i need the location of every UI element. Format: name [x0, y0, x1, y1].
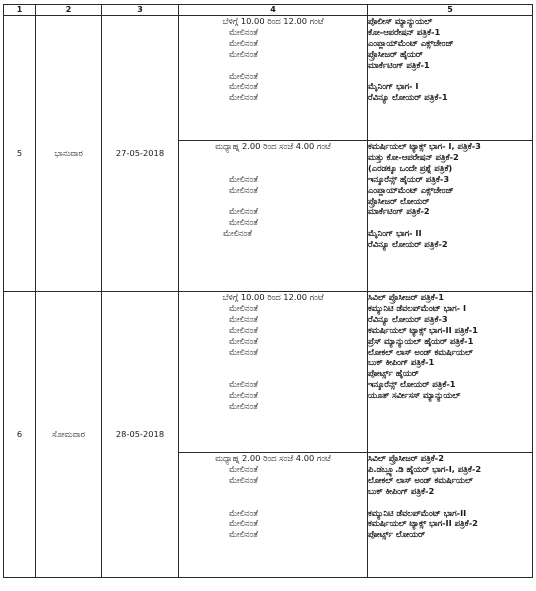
- paper-item: ಮಾರ್ಕೆಟಿಂಗ್ ಪತ್ರಿಕೆ-1: [368, 59, 430, 70]
- header-cell-serial: 1: [4, 5, 36, 16]
- paper-item: ಪೊಲೀಸ್ ಮ್ಯಾನ್ಯುಯಲ್: [368, 16, 433, 26]
- paper-item: ಯೂತ್ ಸರ್ವೀಸಸ್ ಮ್ಯಾನ್ಯುಯಲ್: [368, 390, 461, 401]
- session-time-cell: [179, 141, 368, 292]
- paper-item: ಎಂಪ್ಲಾಯ್‌ಮೆಂಟ್ ಎಕ್ಸ್‌ಚೇಂಜ್: [368, 184, 454, 195]
- same-as-above: ಮೇಲಿನಂತೆ: [229, 217, 258, 228]
- session-time: ಮಧ್ಯಾಹ್ನ 2.00 ರಿಂದ ಸಂಜೆ 4.00 ಗಂಟೆ: [215, 453, 331, 463]
- paper-item: ಎಂಪ್ಲಾಯ್‌ಮೆಂಟ್ ಎಕ್ಸ್‌ಚೇಂಜ್: [368, 37, 454, 48]
- same-as-above: ಮೇಲಿನಂತೆ: [229, 173, 258, 184]
- paper-item: ಪಿ.ಡಬ್ಲ್ಯೂ.ಡಿ ಹೈಯರ್ ಭಾಗ-I, ಪತ್ರಿಕೆ-2: [368, 463, 482, 474]
- same-as-above: ಮೇಲಿನಂತೆ: [229, 302, 258, 313]
- header-cell-date: 3: [102, 5, 179, 16]
- session-time: ಬೆಳಿಗ್ಗೆ 10.00 ರಿಂದ 12.00 ಗಂಟೆ: [222, 292, 324, 302]
- header-row: [4, 5, 533, 16]
- paper-item: ಪೋರ್ಟ್ಸ್ ಹೈಯರ್: [368, 368, 419, 379]
- paper-item: ಕೋ-ಆಪರೇಷನ್ ಪತ್ರಿಕೆ-1: [368, 26, 441, 37]
- same-as-above: ಮೇಲಿನಂತೆ: [229, 507, 258, 518]
- paper-item: ಸಿವಿಲ್ ಪ್ರೊಸೀಜರ್ ಪತ್ರಿಕೆ-2: [368, 453, 445, 463]
- paper-item: ಕಮ್ಯುನಿಟಿ ಡೆವಲಪ್‌ಮೆಂಟ್ ಭಾಗ-II: [368, 507, 467, 518]
- session-time-cell: [179, 292, 368, 453]
- paper-item: ಲೋಕಲ್ ಲಾಸ್ ಅಂಡ್ ಕಮರ್ಷಿಯಲ್: [368, 474, 473, 485]
- same-as-above: ಮೇಲಿನಂತೆ: [229, 70, 258, 81]
- same-as-above: ಮೇಲಿನಂತೆ: [229, 401, 258, 412]
- paper-item: (ಎರಡಕ್ಕೂ ಒಂದೇ ಪ್ರಶ್ನೆ ಪತ್ರಿಕೆ): [368, 162, 453, 173]
- papers-cell: [368, 141, 533, 292]
- paper-item: ರೆವಿನ್ಯೂ ಲೋಯರ್ ಪತ್ರಿಕೆ-2: [368, 239, 448, 250]
- serial-number: 5: [4, 16, 36, 292]
- same-as-above: ಮೇಲಿನಂತೆ: [229, 48, 258, 59]
- paper-item: ಮೈನಿಂಗ್ ಭಾಗ- II: [368, 228, 422, 239]
- paper-item: ಸಿವಿಲ್ ಪ್ರೊಸೀಜರ್ ಪತ್ರಿಕೆ-1: [368, 292, 445, 302]
- paper-item: ಕಮರ್ಷಿಯಲ್ ಟ್ಯಾಕ್ಸ್ ಭಾಗ-II ಪತ್ರಿಕೆ-1: [368, 324, 478, 335]
- papers-cell: [368, 16, 533, 141]
- paper-item: ಕಮರ್ಷಿಯಲ್ ಟ್ಯಾಕ್ಸ್ ಭಾಗ- I, ಪತ್ರಿಕೆ-3: [368, 141, 481, 151]
- exam-date: 27-05-2018: [102, 16, 179, 292]
- header-cell-papers: 5: [368, 5, 533, 16]
- same-as-above: ಮೇಲಿನಂತೆ: [223, 228, 252, 239]
- same-as-above: ಮೇಲಿನಂತೆ: [229, 390, 258, 401]
- same-as-above: ಮೇಲಿನಂತೆ: [229, 37, 258, 48]
- paper-item: ಇನ್ಶೂರೆನ್ಸ್ ಹೈಯರ್ ಪತ್ರಿಕೆ-3: [368, 173, 450, 184]
- schedule-row: [4, 292, 533, 453]
- paper-item: ಬುಕ್ ಕೀಪಿಂಗ್ ಪತ್ರಿಕೆ-1: [368, 357, 435, 368]
- paper-item: ಮೈನಿಂಗ್ ಭಾಗ- I: [368, 81, 419, 92]
- paper-item: ಲೋಕಲ್ ಲಾಸ್ ಅಂಡ್ ಕಮರ್ಷಿಯಲ್: [368, 346, 473, 357]
- schedule-row: [4, 16, 533, 141]
- same-as-above: ಮೇಲಿನಂತೆ: [229, 206, 258, 217]
- same-as-above: ಮೇಲಿನಂತೆ: [229, 529, 258, 540]
- paper-item: ರೆವಿನ್ಯೂ ಲೋಯರ್ ಪತ್ರಿಕೆ-3: [368, 313, 448, 324]
- same-as-above: ಮೇಲಿನಂತೆ: [229, 92, 258, 103]
- same-as-above: ಮೇಲಿನಂತೆ: [229, 379, 258, 390]
- session-time-cell: [179, 453, 368, 578]
- header-cell-day: 2: [36, 5, 102, 16]
- day-name: ಸೋಮವಾರ: [36, 292, 102, 578]
- paper-item: ಕಮರ್ಷಿಯಲ್ ಟ್ಯಾಕ್ಸ್ ಭಾಗ-II ಪತ್ರಿಕೆ-2: [368, 518, 478, 529]
- header-cell-time: 4: [179, 5, 368, 16]
- exam-date: 28-05-2018: [102, 292, 179, 578]
- paper-item: ಪ್ರೆಸ್ ಮ್ಯಾನ್ಯುಯಲ್ ಹೈಯರ್ ಪತ್ರಿಕೆ-1: [368, 335, 474, 346]
- same-as-above: ಮೇಲಿನಂತೆ: [229, 81, 258, 92]
- same-as-above: ಮೇಲಿನಂತೆ: [229, 324, 258, 335]
- paper-item: ಮತ್ತು ಕೋ-ಆಪರೇಷನ್ ಪತ್ರಿಕೆ-2: [368, 151, 459, 162]
- same-as-above: ಮೇಲಿನಂತೆ: [229, 518, 258, 529]
- day-name: ಭಾನುವಾರ: [36, 16, 102, 292]
- same-as-above: ಮೇಲಿನಂತೆ: [229, 184, 258, 195]
- same-as-above: ಮೇಲಿನಂತೆ: [229, 346, 258, 357]
- same-as-above: ಮೇಲಿನಂತೆ: [229, 313, 258, 324]
- same-as-above: ಮೇಲಿನಂತೆ: [229, 463, 258, 474]
- session-time-cell: [179, 16, 368, 141]
- paper-item: ಪೋರ್ಟ್ಸ್ ಲೋಯರ್: [368, 529, 426, 540]
- paper-item: ಕಮ್ಯುನಿಟಿ ಡೆವಲಪ್‌ಮೆಂಟ್ ಭಾಗ- I: [368, 302, 467, 313]
- paper-item: ಮಾರ್ಕೆಟಿಂಗ್ ಪತ್ರಿಕೆ-2: [368, 206, 430, 217]
- paper-item: ರೆವಿನ್ಯೂ ಲೋಯರ್ ಪತ್ರಿಕೆ-1: [368, 92, 448, 103]
- papers-cell: [368, 453, 533, 578]
- serial-number: 6: [4, 292, 36, 578]
- same-as-above: ಮೇಲಿನಂತೆ: [229, 474, 258, 485]
- exam-schedule-table: [3, 4, 533, 578]
- paper-item: ಬುಕ್ ಕೀಪಿಂಗ್ ಪತ್ರಿಕೆ-2: [368, 485, 435, 496]
- papers-cell: [368, 292, 533, 453]
- same-as-above: ಮೇಲಿನಂತೆ: [229, 335, 258, 346]
- paper-item: ಪ್ರೊಸೀಜರ್ ಹೈಯರ್: [368, 48, 423, 59]
- same-as-above: ಮೇಲಿನಂತೆ: [229, 26, 258, 37]
- session-time: ಮಧ್ಯಾಹ್ನ 2.00 ರಿಂದ ಸಂಜೆ 4.00 ಗಂಟೆ: [215, 141, 331, 151]
- paper-item: ಇನ್ಶೂರೆನ್ಸ್ ಲೋಯರ್ ಪತ್ರಿಕೆ-1: [368, 379, 456, 390]
- paper-item: ಪ್ರೊಸೀಜರ್ ಲೋಯರ್: [368, 195, 430, 206]
- session-time: ಬೆಳಿಗ್ಗೆ 10.00 ರಿಂದ 12.00 ಗಂಟೆ: [222, 16, 324, 26]
